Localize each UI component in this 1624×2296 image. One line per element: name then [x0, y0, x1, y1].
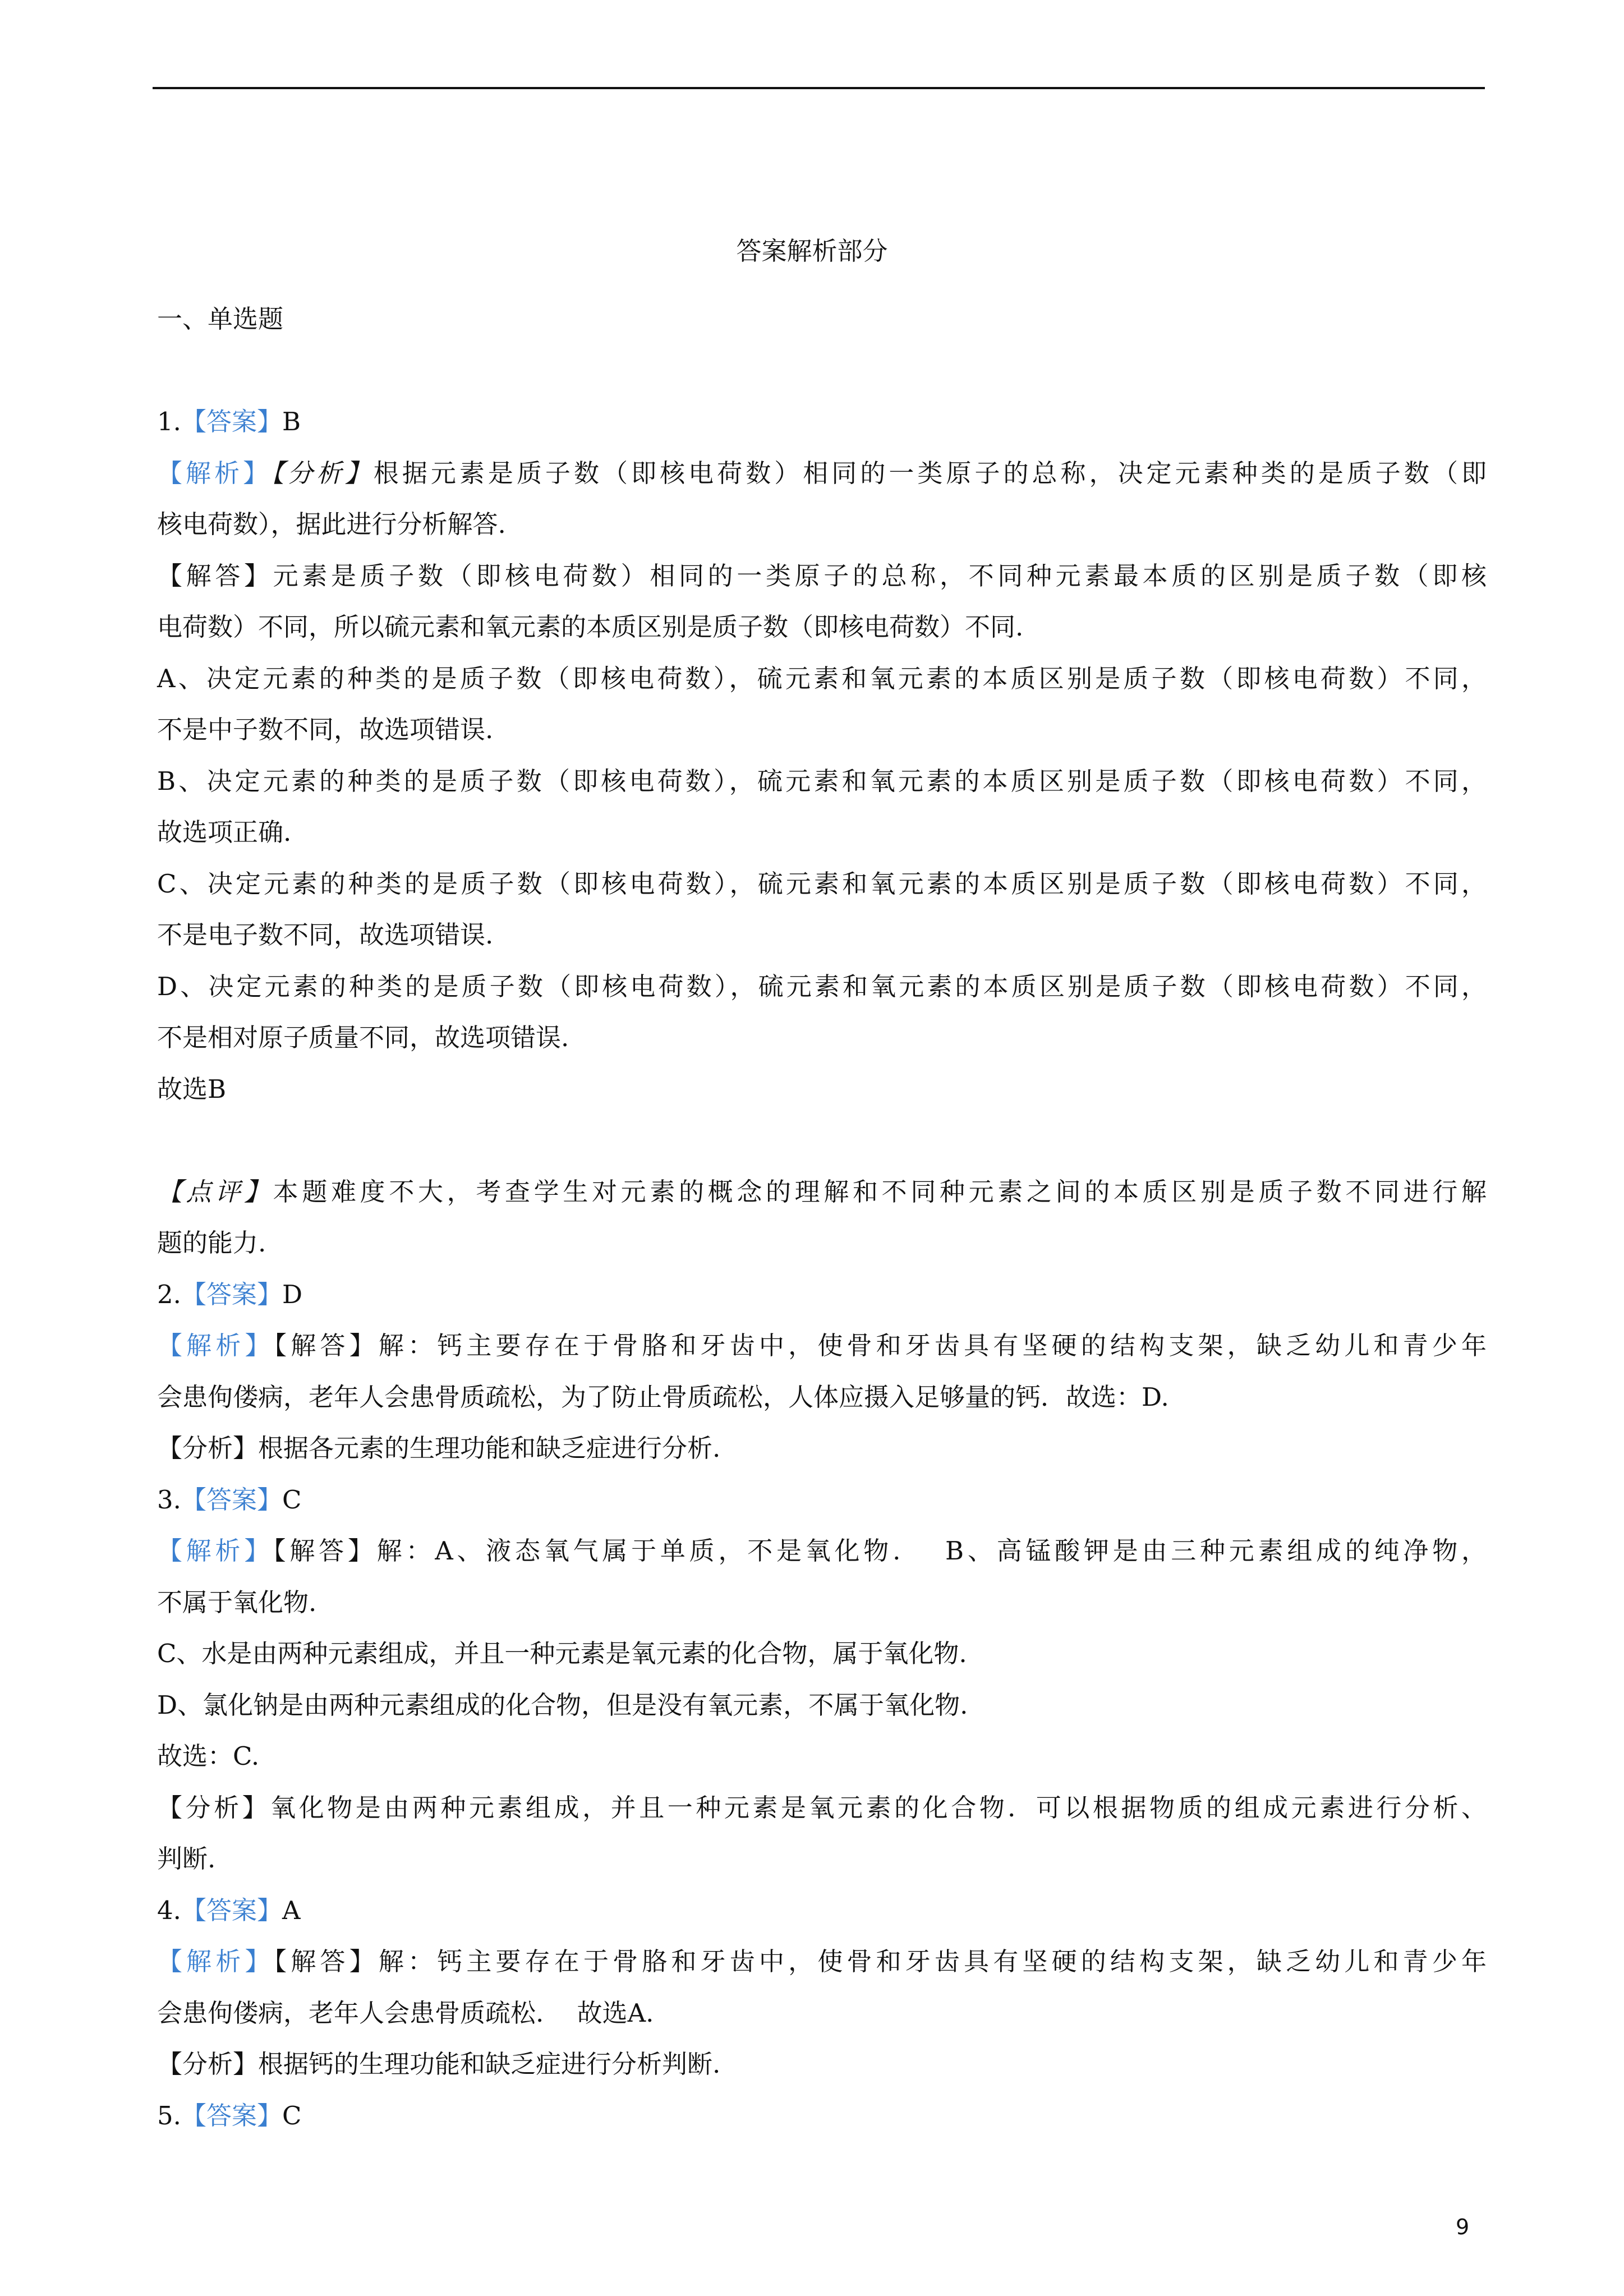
text-line	[157, 653, 1487, 705]
line-text: A、决定元素的种类的是质子数（即核电荷数），硫元素和氧元素的本质区别是质子数（即核电荷数）不同，	[157, 663, 1487, 693]
line-text: D、氯化钠是由两种元素组成的化合物，但是没有氧元素，不属于氧化物.	[157, 1690, 968, 1720]
question-number: 1.	[157, 407, 181, 436]
text-line	[157, 1269, 1487, 1320]
line-text: 不是中子数不同，故选项错误.	[157, 715, 494, 744]
text-line	[157, 1680, 1487, 1731]
line-text: 核电荷数），据此进行分析解答.	[157, 509, 506, 539]
header-rule	[153, 87, 1485, 89]
text-line	[157, 1474, 1487, 1526]
line-text: 会患佝偻病，老年人会患骨质疏松，为了防止骨质疏松，人体应摄入足够量的钙．故选：D.	[157, 1382, 1169, 1412]
answer-content	[157, 293, 1487, 2141]
page-title: 答案解析部分	[736, 236, 888, 266]
section-tag: 【答案】	[181, 1895, 282, 1925]
text-line	[157, 1320, 1487, 1372]
text-line	[157, 1525, 1487, 1577]
text-line	[157, 550, 1487, 602]
line-text: 不是电子数不同，故选项错误.	[157, 920, 494, 950]
answer-lines	[157, 396, 1487, 2141]
question-number: 4.	[157, 1895, 181, 1925]
section-tag: 【答案】	[181, 2100, 282, 2131]
question-number: 3.	[157, 1484, 181, 1515]
line-text: 故选：C.	[157, 1741, 260, 1771]
line-text: 电荷数）不同，所以硫元素和氧元素的本质区别是质子数（即核电荷数）不同.	[157, 612, 1024, 642]
text-line	[157, 1064, 1487, 1115]
line-text: 【解答】元素是质子数（即核电荷数）相同的一类原子的总称，不同种元素最本质的区别是质子数（即核	[157, 560, 1487, 591]
text-line	[157, 1936, 1487, 1987]
section-tag: 【解析】	[157, 1331, 274, 1360]
line-text: 判断.	[157, 1844, 216, 1874]
text-line	[157, 1885, 1487, 1936]
section-tag: 【答案】	[181, 407, 282, 436]
line-text: 【解答】解：钙主要存在于骨胳和牙齿中，使骨和牙齿具有坚硬的结构支架，缺乏幼儿和青少年	[274, 1331, 1487, 1360]
text-line	[157, 1012, 1487, 1064]
sub-tag: 【点评】	[157, 1176, 273, 1207]
line-text: 题的能力.	[157, 1228, 266, 1258]
section-heading: 一、单选题	[157, 304, 284, 334]
text-line	[157, 499, 1487, 550]
line-text: 【分析】根据各元素的生理功能和缺乏症进行分析.	[157, 1433, 721, 1463]
section-tag: 【答案】	[181, 1279, 282, 1309]
section-tag: 【解析】	[157, 458, 272, 488]
page-number: 9	[1456, 2215, 1470, 2239]
text-line	[157, 1833, 1487, 1885]
text-line	[157, 1166, 1487, 1218]
line-text: 【分析】氧化物是由两种元素组成，并且一种元素是氧元素的化合物．可以根据物质的组成元素进行分析、	[157, 1792, 1487, 1823]
line-text: 不是相对原子质量不同，故选项错误.	[157, 1023, 569, 1052]
line-text: B	[282, 407, 301, 436]
text-line	[157, 2039, 1487, 2090]
text-line	[157, 807, 1487, 858]
line-text: 故选B	[157, 1074, 227, 1104]
sub-tag: 【分析】	[272, 458, 374, 488]
text-line	[157, 756, 1487, 807]
text-line	[157, 1372, 1487, 1423]
line-text: C	[282, 1484, 302, 1515]
line-text: 【解答】解：A、液态氧气属于单质，不是氧化物. B、高锰酸钾是由三种元素组成的纯净物，	[273, 1536, 1487, 1566]
text-line	[157, 909, 1487, 961]
question-number: 2.	[157, 1279, 181, 1309]
text-line	[157, 1423, 1487, 1474]
line-text: 【分析】根据钙的生理功能和缺乏症进行分析判断.	[157, 2049, 721, 2079]
section-tag: 【解析】	[157, 1947, 274, 1976]
line-text: C、水是由两种元素组成，并且一种元素是氧元素的化合物，属于氧化物.	[157, 1639, 967, 1668]
text-line	[157, 448, 1487, 499]
text-line	[157, 601, 1487, 653]
text-line	[157, 1987, 1487, 2039]
section-tag: 【解析】	[157, 1536, 274, 1566]
line-text: 【解答】解：钙主要存在于骨胳和牙齿中，使骨和牙齿具有坚硬的结构支架，缺乏幼儿和青少年	[274, 1947, 1487, 1976]
text-line	[157, 2090, 1487, 2142]
line-text: C、决定元素的种类的是质子数（即核电荷数），硫元素和氧元素的本质区别是质子数（即核电荷数）不同，	[157, 868, 1487, 899]
line-text: 故选项正确.	[157, 817, 292, 847]
line-text: 不属于氧化物.	[157, 1587, 317, 1617]
text-line	[157, 704, 1487, 756]
line-text: B、决定元素的种类的是质子数（即核电荷数），硫元素和氧元素的本质区别是质子数（即核电荷数）不同，	[157, 766, 1487, 796]
text-line	[157, 396, 1487, 448]
line-text: A	[282, 1895, 301, 1925]
text-line	[157, 1731, 1487, 1782]
text-line	[157, 961, 1487, 1013]
line-text: 根据元素是质子数（即核电荷数）相同的一类原子的总称，决定元素种类的是质子数（即	[373, 458, 1487, 488]
text-line	[157, 858, 1487, 910]
text-line	[157, 1577, 1487, 1628]
line-text: C	[282, 2100, 302, 2131]
line-text: D	[282, 1279, 303, 1309]
text-line	[157, 1217, 1487, 1269]
line-text: 会患佝偻病，老年人会患骨质疏松. 故选A.	[157, 1998, 654, 2028]
text-line	[157, 1628, 1487, 1680]
line-text: 本题难度不大，考查学生对元素的概念的理解和不同种元素之间的本质区别是质子数不同进行解	[273, 1176, 1487, 1207]
text-line	[157, 1782, 1487, 1834]
question-number: 5.	[157, 2100, 181, 2131]
line-text: D、决定元素的种类的是质子数（即核电荷数），硫元素和氧元素的本质区别是质子数（即核电荷数）不同，	[157, 971, 1487, 1001]
section-tag: 【答案】	[181, 1484, 282, 1515]
